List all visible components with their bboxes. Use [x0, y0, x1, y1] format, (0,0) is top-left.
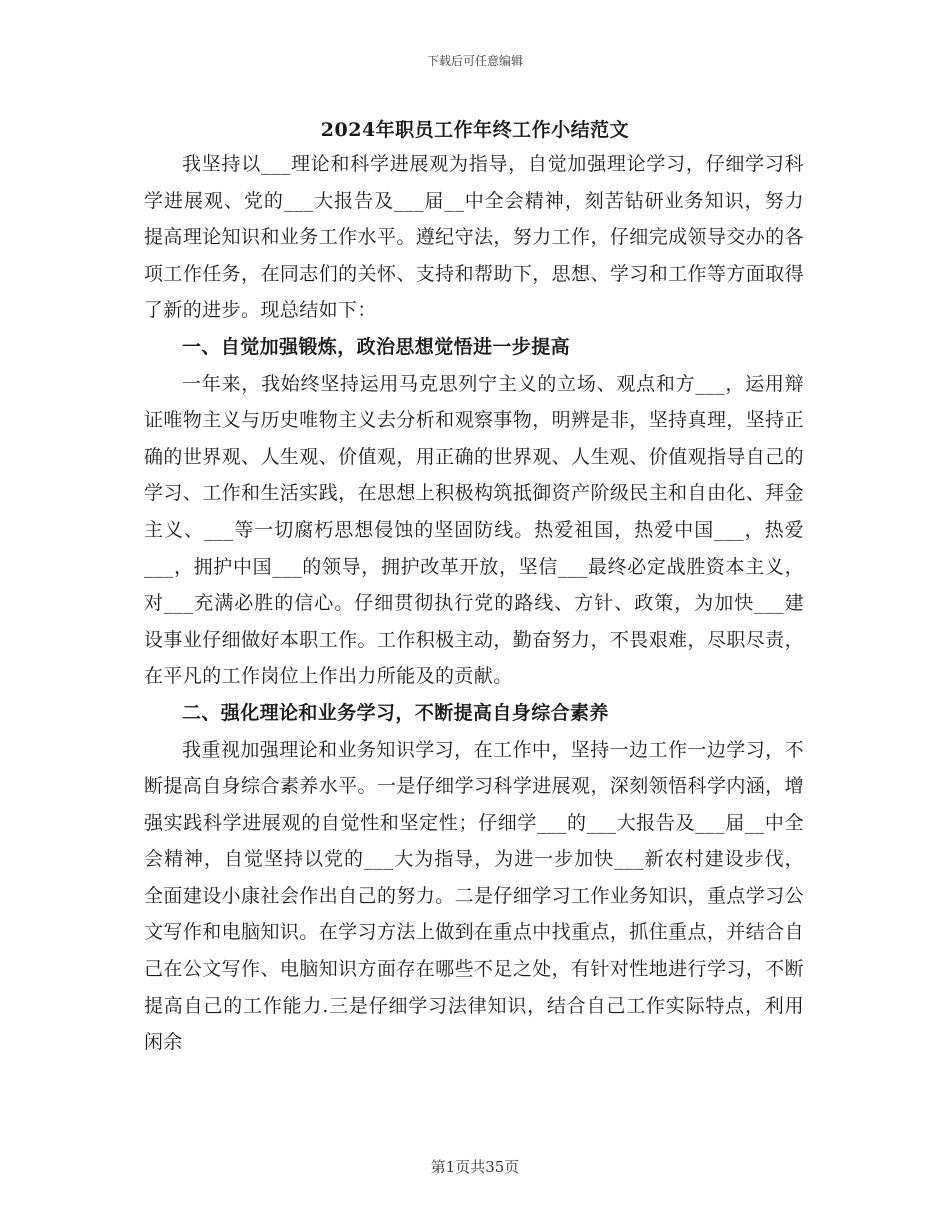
section-1-paragraph: 一年来，我始终坚持运用马克思列宁主义的立场、观点和方___，运用辩证唯物主义与历史唯物主义去分析和观察事物，明辨是非，坚持真理，坚持正确的世界观、人生观、价值观，用正确的世界观、人生观、价值观指导自己的学习、工作和生活实践，在思想上积极构筑抵御资产阶级民主和自由化、拜金主义、___等一切腐朽思想侵蚀的坚固防线。热爱祖国，热爱中国___，热爱___，拥护中国___的领导，拥护改革开放，坚信___最终必定战胜资本主义，对___充满必胜的信心。仔细贯彻执行党的路线、方针、政策，为加快___建设事业仔细做好本职工作。工作积极主动，勤奋努力，不畏艰难，尽职尽责，在平凡的工作岗位上作出力所能及的贡献。 — [144, 372, 804, 688]
document-body — [144, 146, 804, 1061]
section-2-heading: 二、强化理论和业务学习，不断提高自身综合素养 — [182, 701, 609, 724]
page-header-note: 下载后可任意编辑 — [426, 54, 523, 68]
section-2-paragraph: 我重视加强理论和业务知识学习，在工作中，坚持一边工作一边学习，不断提高自身综合素养水平。一是仔细学习科学进展观，深刻领悟科学内涵，增强实践科学进展观的自觉性和坚定性；仔细学___的___大报告及___届__中全会精神，自觉坚持以党的___大为指导，为进一步加快___新农村建设步伐，全面建设小康社会作出自己的努力。二是仔细学习工作业务知识，重点学习公文写作和电脑知识。在学习方法上做到在重点中找重点，抓住重点，并结合自己在公文写作、电脑知识方面存在哪些不足之处，有针对性地进行学习，不断提高自己的工作能力.三是仔细学习法律知识，结合自己工作实际特点，利用闲余 — [144, 738, 804, 1054]
document-title: 2024年职员工作年终工作小结范文 — [320, 119, 630, 141]
page-number-footer: 第1页共35页 — [430, 1158, 520, 1176]
section-1-heading: 一、自觉加强锻炼，政治思想觉悟进一步提高 — [182, 335, 571, 358]
intro-paragraph: 我坚持以___理论和科学进展观为指导，自觉加强理论学习，仔细学习科学进展观、党的___大报告及___届__中全会精神，刻苦钻研业务知识，努力提高理论知识和业务工作水平。遵纪守法，努力工作，仔细完成领导交办的各项工作任务，在同志们的关怀、支持和帮助下，思想、学习和工作等方面取得了新的进步。现总结如下： — [144, 153, 804, 322]
